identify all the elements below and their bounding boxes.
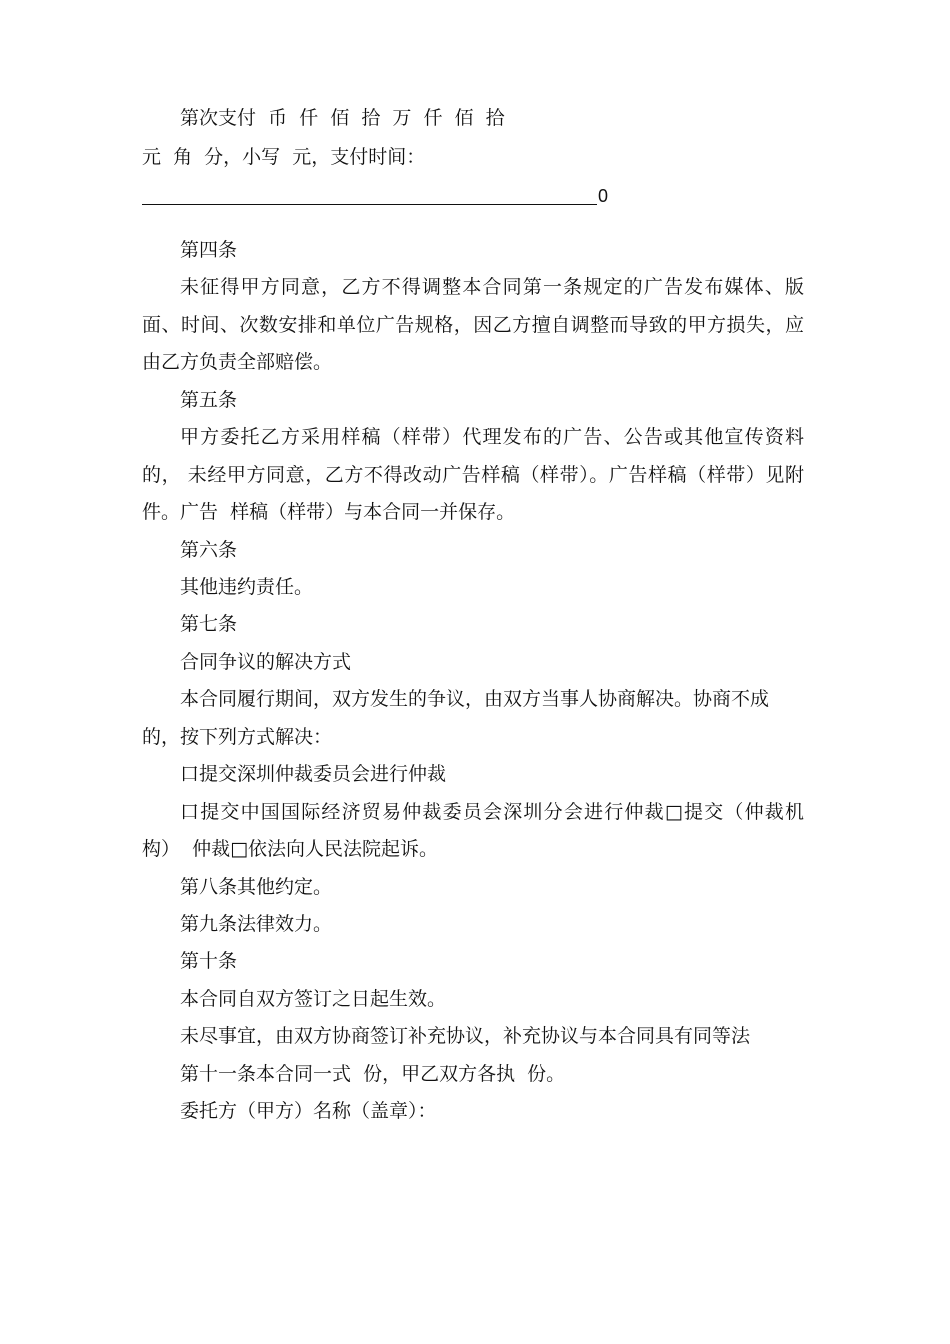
article-4-line-1: 未征得甲方同意，乙方不得调整本合同第一条规定的广告发布媒体、版 bbox=[180, 276, 804, 298]
article-8: 第八条其他约定。 bbox=[180, 876, 333, 898]
payment-time-underline bbox=[142, 204, 597, 205]
article-7-line-1: 合同争议的解决方式 bbox=[180, 651, 352, 673]
article-7-line-3: 的，按下列方式解决： bbox=[142, 726, 333, 748]
article-5-line-1: 甲方委托乙方采用样稿（样带）代理发布的广告、公告或其他宣传资料 bbox=[180, 426, 804, 448]
article-11: 第十一条本合同一式 份，甲乙双方各执 份。 bbox=[180, 1063, 566, 1085]
article-6-line-1: 其他违约责任。 bbox=[180, 576, 314, 598]
article-7-option-3: 构） 仲裁□依法向人民法院起诉。 bbox=[142, 838, 439, 860]
article-7-option-2: 口提交中国国际经济贸易仲裁委员会深圳分会进行仲裁□提交（仲裁机 bbox=[180, 801, 804, 823]
article-5-heading: 第五条 bbox=[180, 389, 238, 411]
article-7-heading: 第七条 bbox=[180, 613, 238, 635]
article-5-line-2: 的， 未经甲方同意，乙方不得改动广告样稿（样带）。广告样稿（样带）见附 bbox=[142, 464, 804, 486]
payment-line-1: 第次支付 币 仟 佰 拾 万 仟 佰 拾 bbox=[180, 107, 505, 129]
article-4-line-2: 面、时间、次数安排和单位广告规格，因乙方擅自调整而导致的甲方损失，应 bbox=[142, 314, 804, 336]
article-10-line-2: 未尽事宜，由双方协商签订补充协议，补充协议与本合同具有同等法 bbox=[180, 1025, 751, 1047]
article-7-line-2: 本合同履行期间，双方发生的争议，由双方当事人协商解决。协商不成 bbox=[180, 688, 770, 710]
article-10-line-1: 本合同自双方签订之日起生效。 bbox=[180, 988, 447, 1010]
article-4-line-3: 由乙方负责全部赔偿。 bbox=[142, 351, 333, 373]
signature-label: 委托方（甲方）名称（盖章）： bbox=[180, 1100, 437, 1122]
article-6-heading: 第六条 bbox=[180, 539, 238, 561]
payment-underline-end: 0 bbox=[598, 186, 609, 206]
article-5-line-3: 件。广告 样稿（样带）与本合同一并保存。 bbox=[142, 501, 516, 523]
article-4-heading: 第四条 bbox=[180, 239, 238, 261]
article-9: 第九条法律效力。 bbox=[180, 913, 333, 935]
article-7-option-1: 口提交深圳仲裁委员会进行仲裁 bbox=[180, 763, 447, 785]
article-10-heading: 第十条 bbox=[180, 950, 238, 972]
payment-line-2: 元 角 分，小写 元，支付时间： bbox=[142, 146, 426, 168]
